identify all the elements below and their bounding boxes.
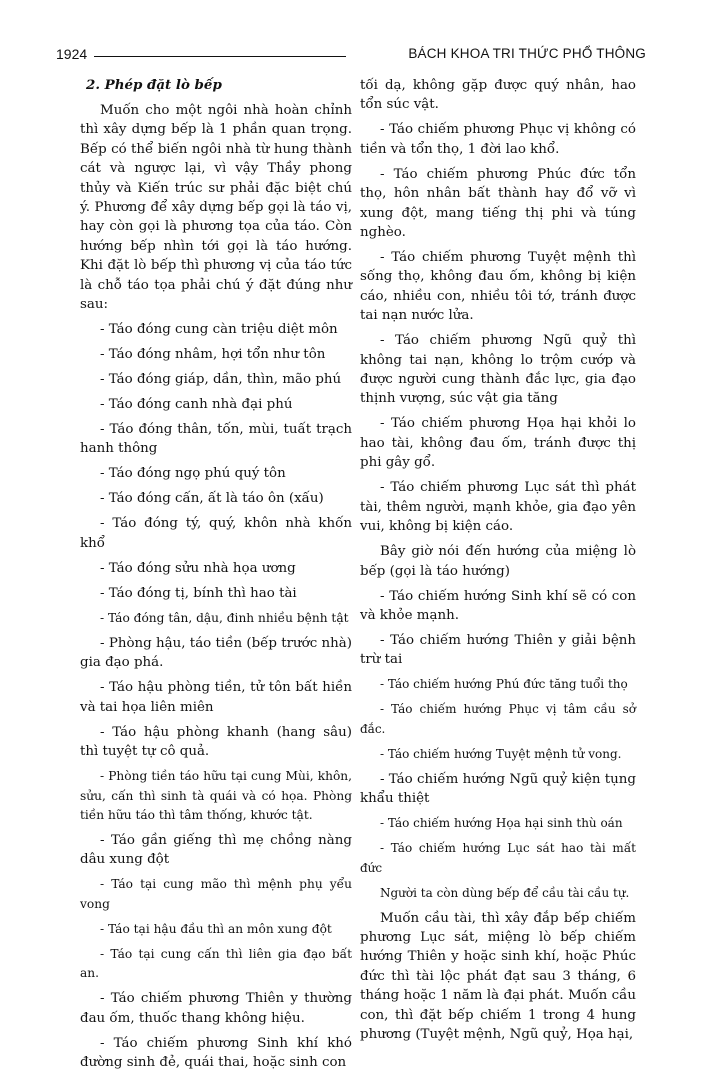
- header-rule: [94, 56, 346, 57]
- section-heading: 2. Phép đặt lò bếp: [86, 77, 222, 93]
- paragraph: Bây giờ nói đến hướng của miệng lò bếp (gọi là táo hướng): [360, 544, 636, 579]
- page-number: 1924: [56, 46, 88, 62]
- list-item: - Táo chiếm phương Phục vị không có tiền và tổn thọ, 1 đời lao khổ.: [360, 122, 636, 157]
- list-item: - Táo chiếm hướng Thiên y giải bệnh trừ tai: [360, 632, 636, 668]
- list-item: - Táo chiếm phương Phúc đức tổn thọ, hôn nhân bất thành hay đổ vỡ vì xung đột, mang tiếng thị phi và túng nghèo.: [360, 166, 636, 241]
- list-item: - Táo chiếm hướng Tuyệt mệnh tử vong.: [380, 746, 622, 761]
- list-item: - Táo chiếm phương Tuyệt mệnh thì sống thọ, không đau ốm, không bị kiện cáo, nhiều con, nhiều tôi tớ, tránh được tai nạn nước lửa.: [360, 250, 636, 324]
- list-item: - Táo hậu phòng tiền, tử tôn bất hiền và tai họa liên miên: [80, 680, 352, 715]
- list-item: - Táo chiếm hướng Sinh khí sẽ có con và khỏe mạnh.: [360, 588, 636, 623]
- list-item: - Táo đóng giáp, dần, thìn, mão phú: [100, 372, 342, 388]
- list-item: - Táo chiếm phương Họa hại khỏi lo hao tài, không đau ốm, tránh được thị phi gây gổ.: [360, 416, 636, 471]
- list-item: - Táo gần giếng thì mẹ chồng nàng dâu xung đột: [80, 832, 352, 868]
- paragraph: Người ta còn dùng bếp để cầu tài cầu tự.: [380, 885, 630, 900]
- list-item: - Táo chiếm phương Lục sát thì phát tài, thêm người, mạnh khỏe, gia đạo yên vui, không bị kiện cáo.: [360, 480, 636, 535]
- list-item: - Táo tại cung mão thì mệnh phụ yểu vong: [80, 877, 352, 911]
- list-item: - Táo đóng canh nhà đại phú: [100, 397, 293, 413]
- paragraph: Muốn cầu tài, thì xây đắp bếp chiếm phương Lục sát, miệng lò bếp chiếm hướng Thiên y hoặc sinh khí, hoặc Phúc đức thì tài lộc phát đạt sau 3 tháng, 6 tháng hoặc 1 năm là đại phát. Muốn cầu con, thì đặt bếp chiếm 1 trong 4 hung phương (Tuyệt mệnh, Ngũ quỷ, Họa hại,: [360, 910, 636, 1042]
- list-item: - Táo chiếm phương Ngũ quỷ thì không tai nạn, không lo trộm cướp và được người cung thành đắc lực, gia đạo thịnh vượng, súc vật gia tăng: [360, 333, 636, 407]
- list-item: - Táo đóng cấn, ất là táo ôn (xấu): [100, 491, 324, 507]
- list-item: - Phòng hậu, táo tiền (bếp trước nhà) gia đạo phá.: [80, 635, 352, 671]
- list-item: - Táo tại hậu đầu thì an môn xung đột: [100, 921, 332, 936]
- left-column: [80, 76, 352, 1078]
- list-item: - Táo chiếm hướng Phục vị tâm cầu sở đắc.: [360, 702, 636, 736]
- paragraph: Muốn cho một ngôi nhà hoàn chỉnh thì xây dựng bếp là 1 phần quan trọng. Bếp có thể biến ngôi nhà từ hung thành cát và ngược lại, vì vậy Thầy phong thủy và Kiến trúc sư phải đặc biệt chú ý. Phương để xây dựng bếp gọi là táo vị, hay còn gọi là phương tọa của táo. Còn hướng bếp nhìn tới gọi là táo hướng. Khi đặt lò bếp thì phương vị của táo tức là chỗ táo tọa phải chú ý đặt đúng như sau:: [80, 103, 352, 313]
- list-item: - Táo chiếm hướng Phú đức tăng tuổi thọ: [380, 677, 628, 692]
- list-item: - Táo đóng thân, tốn, mùi, tuất trạch hanh thông: [80, 422, 352, 457]
- right-column: [360, 76, 636, 1050]
- list-item: - Táo đóng tị, bính thì hao tài: [100, 585, 297, 601]
- list-item: - Táo chiếm hướng Ngũ quỷ kiện tụng khẩu thiệt: [360, 771, 636, 807]
- list-item: - Táo chiếm hướng Lục sát hao tài mất đức: [360, 841, 636, 875]
- list-item: - Táo đóng cung càn triệu diệt môn: [100, 322, 338, 338]
- list-item: - Táo chiếm phương Thiên y thường đau ốm, thuốc thang không hiệu.: [80, 991, 352, 1026]
- list-item: - Táo đóng ngọ phú quý tôn: [100, 466, 286, 482]
- running-title: BÁCH KHOA TRI THỨC PHỔ THÔNG: [408, 46, 646, 61]
- list-item: - Táo đóng nhâm, hợi tổn như tôn: [100, 347, 326, 363]
- list-item: - Táo đóng tân, dậu, đinh nhiều bệnh tật: [100, 610, 349, 625]
- list-item: - Phòng tiền táo hữu tại cung Mùi, khôn, sửu, cấn thì sinh tà quái và có họa. Phòng tiền hữu táo thì tâm thống, khước tật.: [80, 769, 352, 822]
- paragraph-continuation: tối dạ, không gặp được quý nhân, hao tổn súc vật.: [360, 78, 636, 113]
- list-item: - Táo đóng sửu nhà họa ương: [100, 560, 296, 576]
- list-item: - Táo chiếm hướng Họa hại sinh thù oán: [380, 816, 623, 831]
- list-item: - Táo tại cung cấn thì liên gia đạo bất an.: [80, 946, 352, 981]
- list-item: - Táo đóng tý, quý, khôn nhà khốn khổ: [80, 516, 352, 551]
- page-header: [56, 44, 646, 68]
- list-item: - Táo hậu phòng khanh (hang sâu) thì tuyệt tự cô quả.: [80, 724, 352, 760]
- list-item: - Táo chiếm phương Sinh khí khó đường sinh đẻ, quái thai, hoặc sinh con: [80, 1035, 352, 1070]
